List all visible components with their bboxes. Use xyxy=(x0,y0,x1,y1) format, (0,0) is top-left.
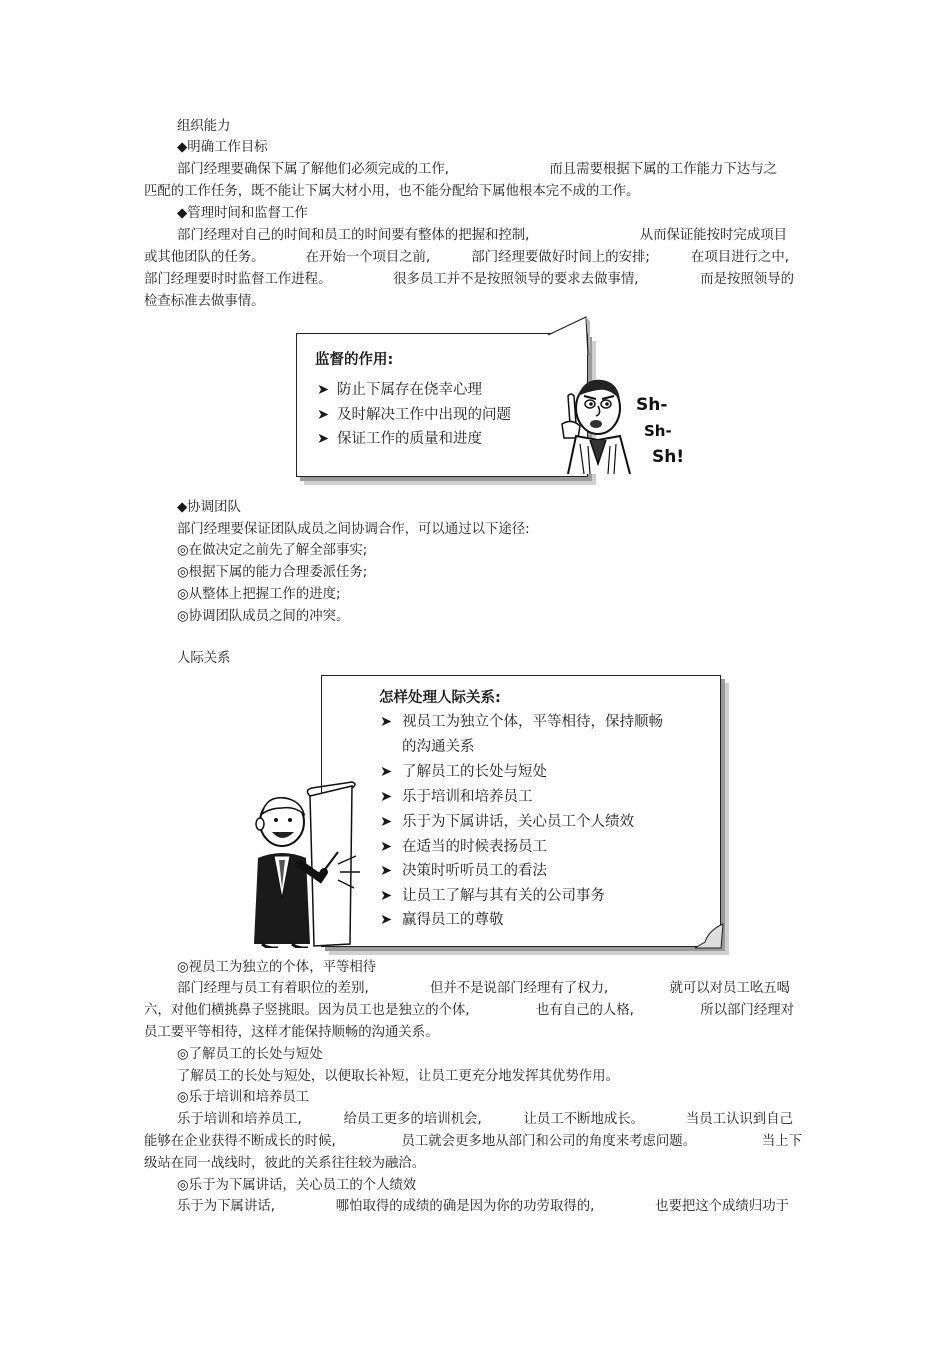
paragraph-line xyxy=(144,1000,794,1022)
text-segment: 当员工认识到自己 xyxy=(685,1112,793,1127)
arrow-icon: ➤ xyxy=(380,764,393,780)
paragraph-line xyxy=(177,1196,789,1218)
text-segment: 从而保证能按时完成项目 xyxy=(639,228,787,243)
relationship-item xyxy=(380,710,663,731)
page-fold-icon xyxy=(546,315,590,355)
supervision-item-label: 防止下属存在侥幸心理 xyxy=(337,382,482,398)
paragraph-line: 匹配的工作任务，既不能让下属大材小用，也不能分配给下属他根本完不成的工作。 xyxy=(144,184,640,199)
supervision-item-label: 保证工作的质量和进度 xyxy=(337,431,482,447)
supervision-item-label: 及时解决工作中出现的问题 xyxy=(337,407,511,423)
paragraph-line xyxy=(177,225,787,247)
supervision-card xyxy=(296,333,588,477)
section-title-organization: 组织能力 xyxy=(177,119,231,134)
paragraph-line: 部门经理要保证团队成员之间协调合作，可以通过以下途径: xyxy=(177,522,530,537)
arrow-icon: ➤ xyxy=(317,382,330,398)
relationship-item xyxy=(380,785,533,806)
text-segment: 或其他团队的任务。 xyxy=(144,250,265,265)
relationship-item-label: 乐于为下属讲话，关心员工个人绩效 xyxy=(402,814,634,830)
relationship-item-continuation: 的沟通关系 xyxy=(402,739,475,755)
text-segment: 部门经理要时时监督工作进程。 xyxy=(144,272,332,287)
relationship-item xyxy=(380,810,634,831)
relationship-item-label: 视员工为独立个体，平等相待，保持顺畅 xyxy=(402,714,663,730)
heading-time-management: ◆管理时间和监督工作 xyxy=(177,206,308,221)
text-segment: 而且需要根据下属的工作能力下达与之 xyxy=(549,162,777,177)
paragraph-line xyxy=(177,1109,793,1131)
section-title-relationships: 人际关系 xyxy=(177,651,231,666)
text-segment: 当上下 xyxy=(761,1134,802,1149)
arrow-icon: ➤ xyxy=(317,407,330,423)
arrow-icon: ➤ xyxy=(380,814,393,830)
speech-text: Sh! xyxy=(652,447,684,467)
heading-clear-goals: ◆明确工作目标 xyxy=(177,140,268,155)
supervision-card-title: 监督的作用: xyxy=(315,352,394,368)
text-segment: 也有自己的人格, xyxy=(535,1003,634,1018)
text-segment: 所以部门经理对 xyxy=(700,1003,794,1018)
text-segment: 让员工不断地成长。 xyxy=(523,1112,645,1127)
relationship-item xyxy=(380,884,605,905)
relationship-item-label: 赢得员工的尊敬 xyxy=(402,912,504,928)
text-segment: 六，对他们横挑鼻子竖挑眼。因为员工也是独立的个体, xyxy=(144,1003,470,1018)
text-segment: 也要把这个成绩归功于 xyxy=(655,1199,789,1214)
relationship-card-title: 怎样处理人际关系: xyxy=(379,690,501,706)
paragraph-line xyxy=(177,978,790,1000)
paragraph-line: 了解员工的长处与短处，以便取长补短，让员工更充分地发挥其优势作用。 xyxy=(177,1069,619,1084)
supervision-item xyxy=(317,427,482,448)
paragraph-line xyxy=(177,159,777,181)
text-segment: 在开始一个项目之前, xyxy=(305,250,431,265)
text-segment: 员工就会更多地从部门和公司的角度来考虑问题。 xyxy=(401,1134,697,1149)
text-segment: 部门经理要确保下属了解他们必须完成的工作, xyxy=(177,162,450,177)
text-segment: 部门经理要做好时间上的安排; xyxy=(471,250,650,265)
list-item: ◎协调团队成员之间的冲突。 xyxy=(177,609,350,624)
supervision-item xyxy=(317,378,482,399)
text-segment: 很多员工并不是按照领导的要求去做事情, xyxy=(393,272,639,287)
arrow-icon: ➤ xyxy=(380,839,393,855)
arrow-icon: ➤ xyxy=(380,789,393,805)
text-segment: 就可以对员工吆五喝 xyxy=(669,981,790,996)
list-item: ◎根据下属的能力合理委派任务; xyxy=(177,565,368,580)
relationship-item xyxy=(380,908,504,929)
text-segment: 部门经理与员工有着职位的差别, xyxy=(177,981,369,996)
relationship-item-label: 在适当的时候表扬员工 xyxy=(402,839,547,855)
relationship-item xyxy=(380,859,547,880)
paragraph-line: 员工要平等相待，这样才能保持顺畅的沟通关系。 xyxy=(144,1025,439,1040)
arrow-icon: ➤ xyxy=(380,714,393,730)
heading-coordinate-team: ◆协调团队 xyxy=(177,500,241,515)
relationship-card xyxy=(321,675,721,947)
text-segment: 而是按照领导的 xyxy=(700,272,794,287)
relationship-item-label: 了解员工的长处与短处 xyxy=(402,764,547,780)
heading-speak-for-staff: ◎乐于为下属讲话，关心员工的个人绩效 xyxy=(177,1178,417,1193)
list-item: ◎从整体上把握工作的进度; xyxy=(177,587,341,602)
relationship-item xyxy=(380,760,547,781)
paragraph-line: 检查标准去做事情。 xyxy=(144,294,265,309)
paragraph-line xyxy=(144,1131,802,1153)
paragraph-line: 级站在同一战线时，彼此的关系往往较为融洽。 xyxy=(144,1156,426,1171)
speech-text: Sh- xyxy=(636,395,668,415)
arrow-icon: ➤ xyxy=(380,912,393,928)
text-segment: 给员工更多的培训机会, xyxy=(343,1112,482,1127)
supervision-item xyxy=(317,403,511,424)
shushing-man-icon xyxy=(554,374,684,474)
text-segment: 在项目进行之中, xyxy=(690,250,789,265)
heading-strengths-weaknesses: ◎了解员工的长处与短处 xyxy=(177,1047,323,1062)
relationship-item xyxy=(380,835,547,856)
arrow-icon: ➤ xyxy=(380,888,393,904)
presenter-man-icon xyxy=(248,768,368,948)
speech-text: Sh- xyxy=(644,422,672,440)
relationship-item-label: 决策时听听员工的看法 xyxy=(402,863,547,879)
text-segment: 部门经理对自己的时间和员工的时间要有整体的把握和控制, xyxy=(177,228,530,243)
text-segment: 哪怕取得的成绩的确是因为你的功劳取得的, xyxy=(335,1199,595,1214)
arrow-icon: ➤ xyxy=(380,863,393,879)
text-segment: 能够在企业获得不断成长的时候, xyxy=(144,1134,336,1149)
list-item: ◎在做决定之前先了解全部事实; xyxy=(177,543,368,558)
paragraph-line xyxy=(144,247,789,269)
text-segment: 但并不是说部门经理有了权力, xyxy=(429,981,609,996)
text-segment: 乐于培训和培养员工, xyxy=(177,1112,302,1127)
paragraph-line xyxy=(144,269,794,291)
arrow-icon: ➤ xyxy=(317,431,330,447)
text-segment: 乐于为下属讲话, xyxy=(177,1199,275,1214)
relationship-item-label: 乐于培训和培养员工 xyxy=(402,789,533,805)
page-curl-icon xyxy=(695,920,725,950)
relationship-item-label: 让员工了解与其有关的公司事务 xyxy=(402,888,605,904)
heading-equal-treatment: ◎视员工为独立的个体，平等相待 xyxy=(177,960,377,975)
supervision-figure xyxy=(296,315,588,473)
heading-training: ◎乐于培训和培养员工 xyxy=(177,1090,310,1105)
